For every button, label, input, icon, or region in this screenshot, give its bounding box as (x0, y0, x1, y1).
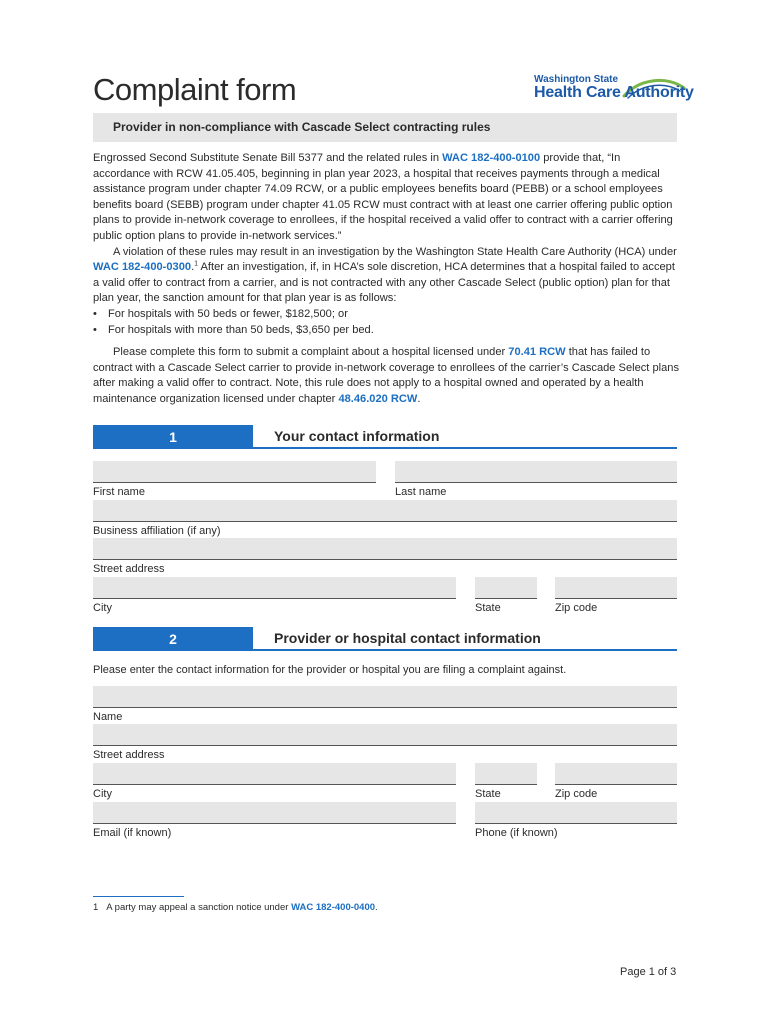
intro-p3-text-b: that has failed to contract with a Cascade Select carrier to provide in-network coverage to enrollees of the carrier’s Cascade Select plans after making a valid offer to contract. Note, this rule does not apply to a hospital owned and operated by a health maintenance organization licensed under chapter (93, 346, 679, 405)
provider-street-address-label: Street address (93, 749, 165, 761)
provider-zip-code-label: Zip code (555, 788, 598, 800)
wac-0400-link[interactable]: WAC 182-400-0400 (291, 902, 376, 913)
zip-code-field[interactable] (555, 577, 677, 599)
logo-health-care: Health Care (534, 84, 625, 101)
zip-code-label: Zip code (555, 602, 598, 614)
state-field[interactable] (475, 577, 537, 599)
section-1-title: Your contact information (274, 428, 440, 444)
section-2-number: 2 (93, 627, 253, 651)
page-title: Complaint form (93, 72, 297, 107)
rcw-70-41-link[interactable]: 70.41 RCW (508, 346, 566, 359)
street-address-field[interactable] (93, 538, 677, 560)
rcw-48-46-link[interactable]: 48.46.020 RCW (338, 392, 418, 405)
provider-name-label: Name (93, 711, 123, 723)
sanction-bullet-1: • For hospitals with 50 beds or fewer, $182,500; or (93, 307, 680, 323)
city-field[interactable] (93, 577, 456, 599)
hca-logo (528, 74, 694, 110)
last-name-field[interactable] (395, 461, 677, 483)
sanction-bullet-2: • For hospitals with more than 50 beds, $3,650 per bed. (93, 323, 680, 339)
footnote (93, 902, 378, 913)
section-1-rule (253, 447, 677, 449)
logo-line-1: Washington State (534, 74, 619, 85)
provider-name-field[interactable] (93, 686, 677, 708)
intro-paragraph-3 (93, 345, 680, 407)
footnote-ref: 1 (194, 260, 199, 268)
footnote-end: . (375, 902, 378, 913)
intro-p2-text-b: After an investigation, if, in HCA’s sole discretion, HCA determines that a hospital failed to accept a valid offer to contract from a carrier, and is not contracted with any other Cascade Select (public option) plan for that plan year, the sanction amount for that plan year is as follows: (93, 261, 675, 305)
intro-p1-text-b: provide that, “In accordance with RCW 41.05.405, beginning in plan year 2023, a hospital that receives payments through a medical assistance program under chapter 74.09 RCW, or a public employees benefits board (PEBB) or a school employees benefits board (SEBB) program under chapter 41.05 RCW must contract with at least one carrier offering public option plans to provide in-network coverage to enrollees, if the hospital received a valid offer to contract with a carrier offering public option plans to provide in-network services.” (93, 152, 673, 242)
section-1-number: 1 (93, 425, 253, 449)
first-name-field[interactable] (93, 461, 376, 483)
wac-0300-link[interactable]: WAC 182-400-0300 (93, 261, 192, 274)
last-name-label: Last name (395, 486, 447, 498)
intro-p3-text-a: Please complete this form to submit a complaint about a hospital licensed under (113, 346, 509, 359)
footnote-number: 1 (93, 902, 99, 913)
provider-phone-field[interactable] (475, 802, 677, 824)
banner-text: Provider in non-compliance with Cascade Select contracting rules (113, 120, 491, 134)
provider-state-label: State (475, 788, 501, 800)
intro-p3-text-c: . (417, 392, 421, 405)
provider-email-field[interactable] (93, 802, 456, 824)
logo-line-2 (534, 84, 694, 102)
footnote-text: A party may appeal a sanction notice under (106, 902, 292, 913)
section-2-instruction: Please enter the contact information for the provider or hospital you are filing a complaint against. (93, 664, 567, 676)
provider-phone-label: Phone (if known) (475, 827, 558, 839)
business-affiliation-label: Business affiliation (if any) (93, 525, 221, 537)
intro-text (93, 151, 680, 408)
provider-email-label: Email (if known) (93, 827, 172, 839)
provider-street-address-field[interactable] (93, 724, 677, 746)
business-affiliation-field[interactable] (93, 500, 677, 522)
section-2-title: Provider or hospital contact information (274, 630, 541, 646)
state-label: State (475, 602, 501, 614)
provider-city-label: City (93, 788, 112, 800)
street-address-label: Street address (93, 563, 165, 575)
provider-city-field[interactable] (93, 763, 456, 785)
intro-p2-text-a: A violation of these rules may result in an investigation by the Washington State Health Care Authority (HCA) under (113, 245, 677, 258)
section-2-rule (253, 649, 677, 651)
page-number: Page 1 of 3 (620, 966, 677, 978)
footnote-rule (93, 896, 184, 897)
logo-authority: Authority (624, 84, 694, 101)
form-subtitle-banner (93, 113, 677, 142)
intro-p1-text-a: Engrossed Second Substitute Senate Bill 5377 and the related rules in (93, 152, 443, 164)
wac-0100-link[interactable]: WAC 182-400-0100 (442, 152, 541, 164)
provider-state-field[interactable] (475, 763, 537, 785)
intro-paragraph-2: A violation of these rules may result in an investigation by the Washington State Health Care Authority (HCA) under WAC 182-400-0300.$^1$ After an investigation, if, in HCA’s sole discretion, HCA determines that a hospital failed to accept a valid offer to contract from a carrier, and is not contracted with any other Cascade Select (public option) plan for that plan year, the sanction amount for that plan year is as follows: (93, 245, 677, 305)
first-name-label: First name (93, 486, 145, 498)
city-label: City (93, 602, 112, 614)
provider-zip-code-field[interactable] (555, 763, 677, 785)
intro-paragraph-1 (93, 151, 680, 245)
